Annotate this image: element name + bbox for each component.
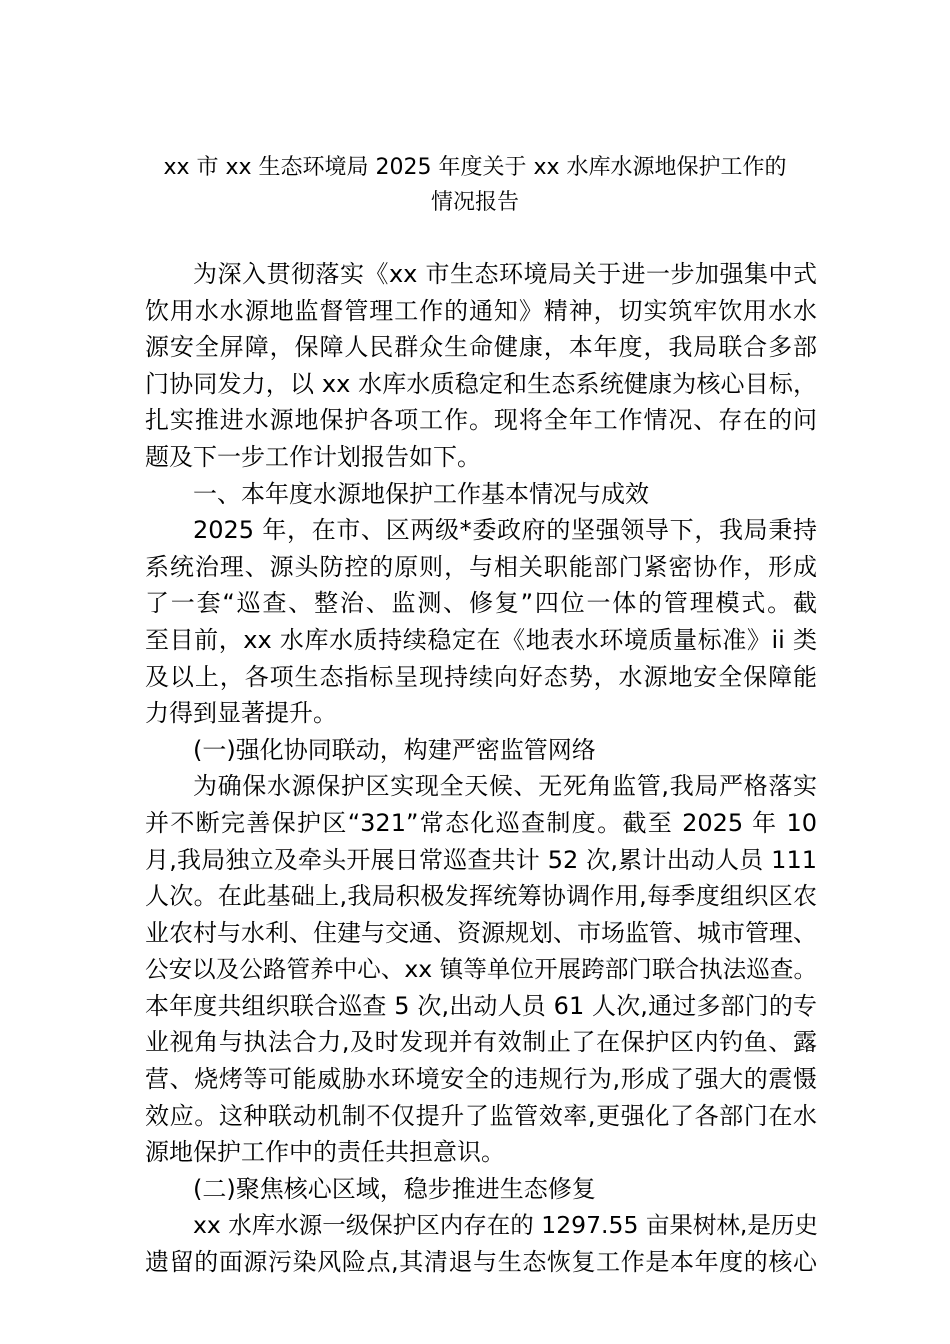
body-line: 人次。在此基础上,我局积极发挥统筹协调作用,每季度组织区农 (145, 882, 817, 911)
body-line: 效应。这种联动机制不仅提升了监管效率,更强化了各部门在水 (145, 1101, 817, 1130)
report-body (145, 256, 817, 1281)
body-line: 为确保水源保护区实现全天候、无死角监管,我局严格落实 (193, 772, 817, 801)
body-line: 并不断完善保护区“321”常态化巡查制度。截至 2025 年 10 (145, 808, 817, 837)
body-line: 业视角与执法合力,及时发现并有效制止了在保护区内钓鱼、露 (145, 1028, 817, 1057)
body-line: 遗留的面源污染风险点,其清退与生态恢复工作是本年度的核心 (145, 1248, 817, 1277)
body-line: 门协同发力，以 xx 水库水质稳定和生态系统健康为核心目标， (145, 369, 817, 398)
body-line: 题及下一步工作计划报告如下。 (145, 442, 481, 471)
section-heading-1: 一、本年度水源地保护工作基本情况与成效 (193, 479, 649, 508)
report-title-line-2: 情况报告 (430, 190, 519, 215)
subsection-heading-2: (二)聚焦核心区域，稳步推进生态修复 (193, 1174, 596, 1203)
body-line: 扎实推进水源地保护各项工作。现将全年工作情况、存在的问 (145, 406, 817, 435)
body-line: 月,我局独立及牵头开展日常巡查共计 52 次,累计出动人员 111 (145, 845, 817, 874)
body-line: 源安全屏障，保障人民群众生命健康，本年度，我局联合多部 (145, 333, 817, 362)
body-line: 力得到显著提升。 (145, 699, 337, 728)
body-line: 至目前，xx 水库水质持续稳定在《地表水环境质量标准》ii 类 (145, 625, 817, 654)
body-line: 了一套“巡查、整治、监测、修复”四位一体的管理模式。截 (145, 589, 817, 618)
body-line: 本年度共组织联合巡查 5 次,出动人员 61 人次,通过多部门的专 (145, 991, 817, 1020)
body-line: 2025 年，在市、区两级*委政府的坚强领导下，我局秉持 (193, 516, 817, 545)
body-line: xx 水库水源一级保护区内存在的 1297.55 亩果树林,是历史 (193, 1211, 818, 1240)
body-line: 公安以及公路管养中心、xx 镇等单位开展跨部门联合执法巡查。 (145, 955, 817, 984)
body-line: 系统治理、源头防控的原则，与相关职能部门紧密协作，形成 (145, 552, 817, 581)
body-line: 为深入贯彻落实《xx 市生态环境局关于进一步加强集中式 (193, 260, 817, 288)
subsection-heading-1: (一)强化协同联动，构建严密监管网络 (193, 735, 596, 764)
body-line: 营、烧烤等可能威胁水环境安全的违规行为,形成了强大的震慑 (145, 1065, 817, 1094)
body-line: 源地保护工作中的责任共担意识。 (145, 1138, 505, 1167)
body-line: 业农村与水利、住建与交通、资源规划、市场监管、城市管理、 (145, 918, 817, 947)
body-line: 饮用水水源地监督管理工作的通知》精神，切实筑牢饮用水水 (145, 296, 817, 325)
body-line: 及以上，各项生态指标呈现持续向好态势，水源地安全保障能 (145, 662, 817, 691)
report-title-line-1: xx 市 xx 生态环境局 2025 年度关于 xx 水库水源地保护工作的 (163, 155, 787, 180)
